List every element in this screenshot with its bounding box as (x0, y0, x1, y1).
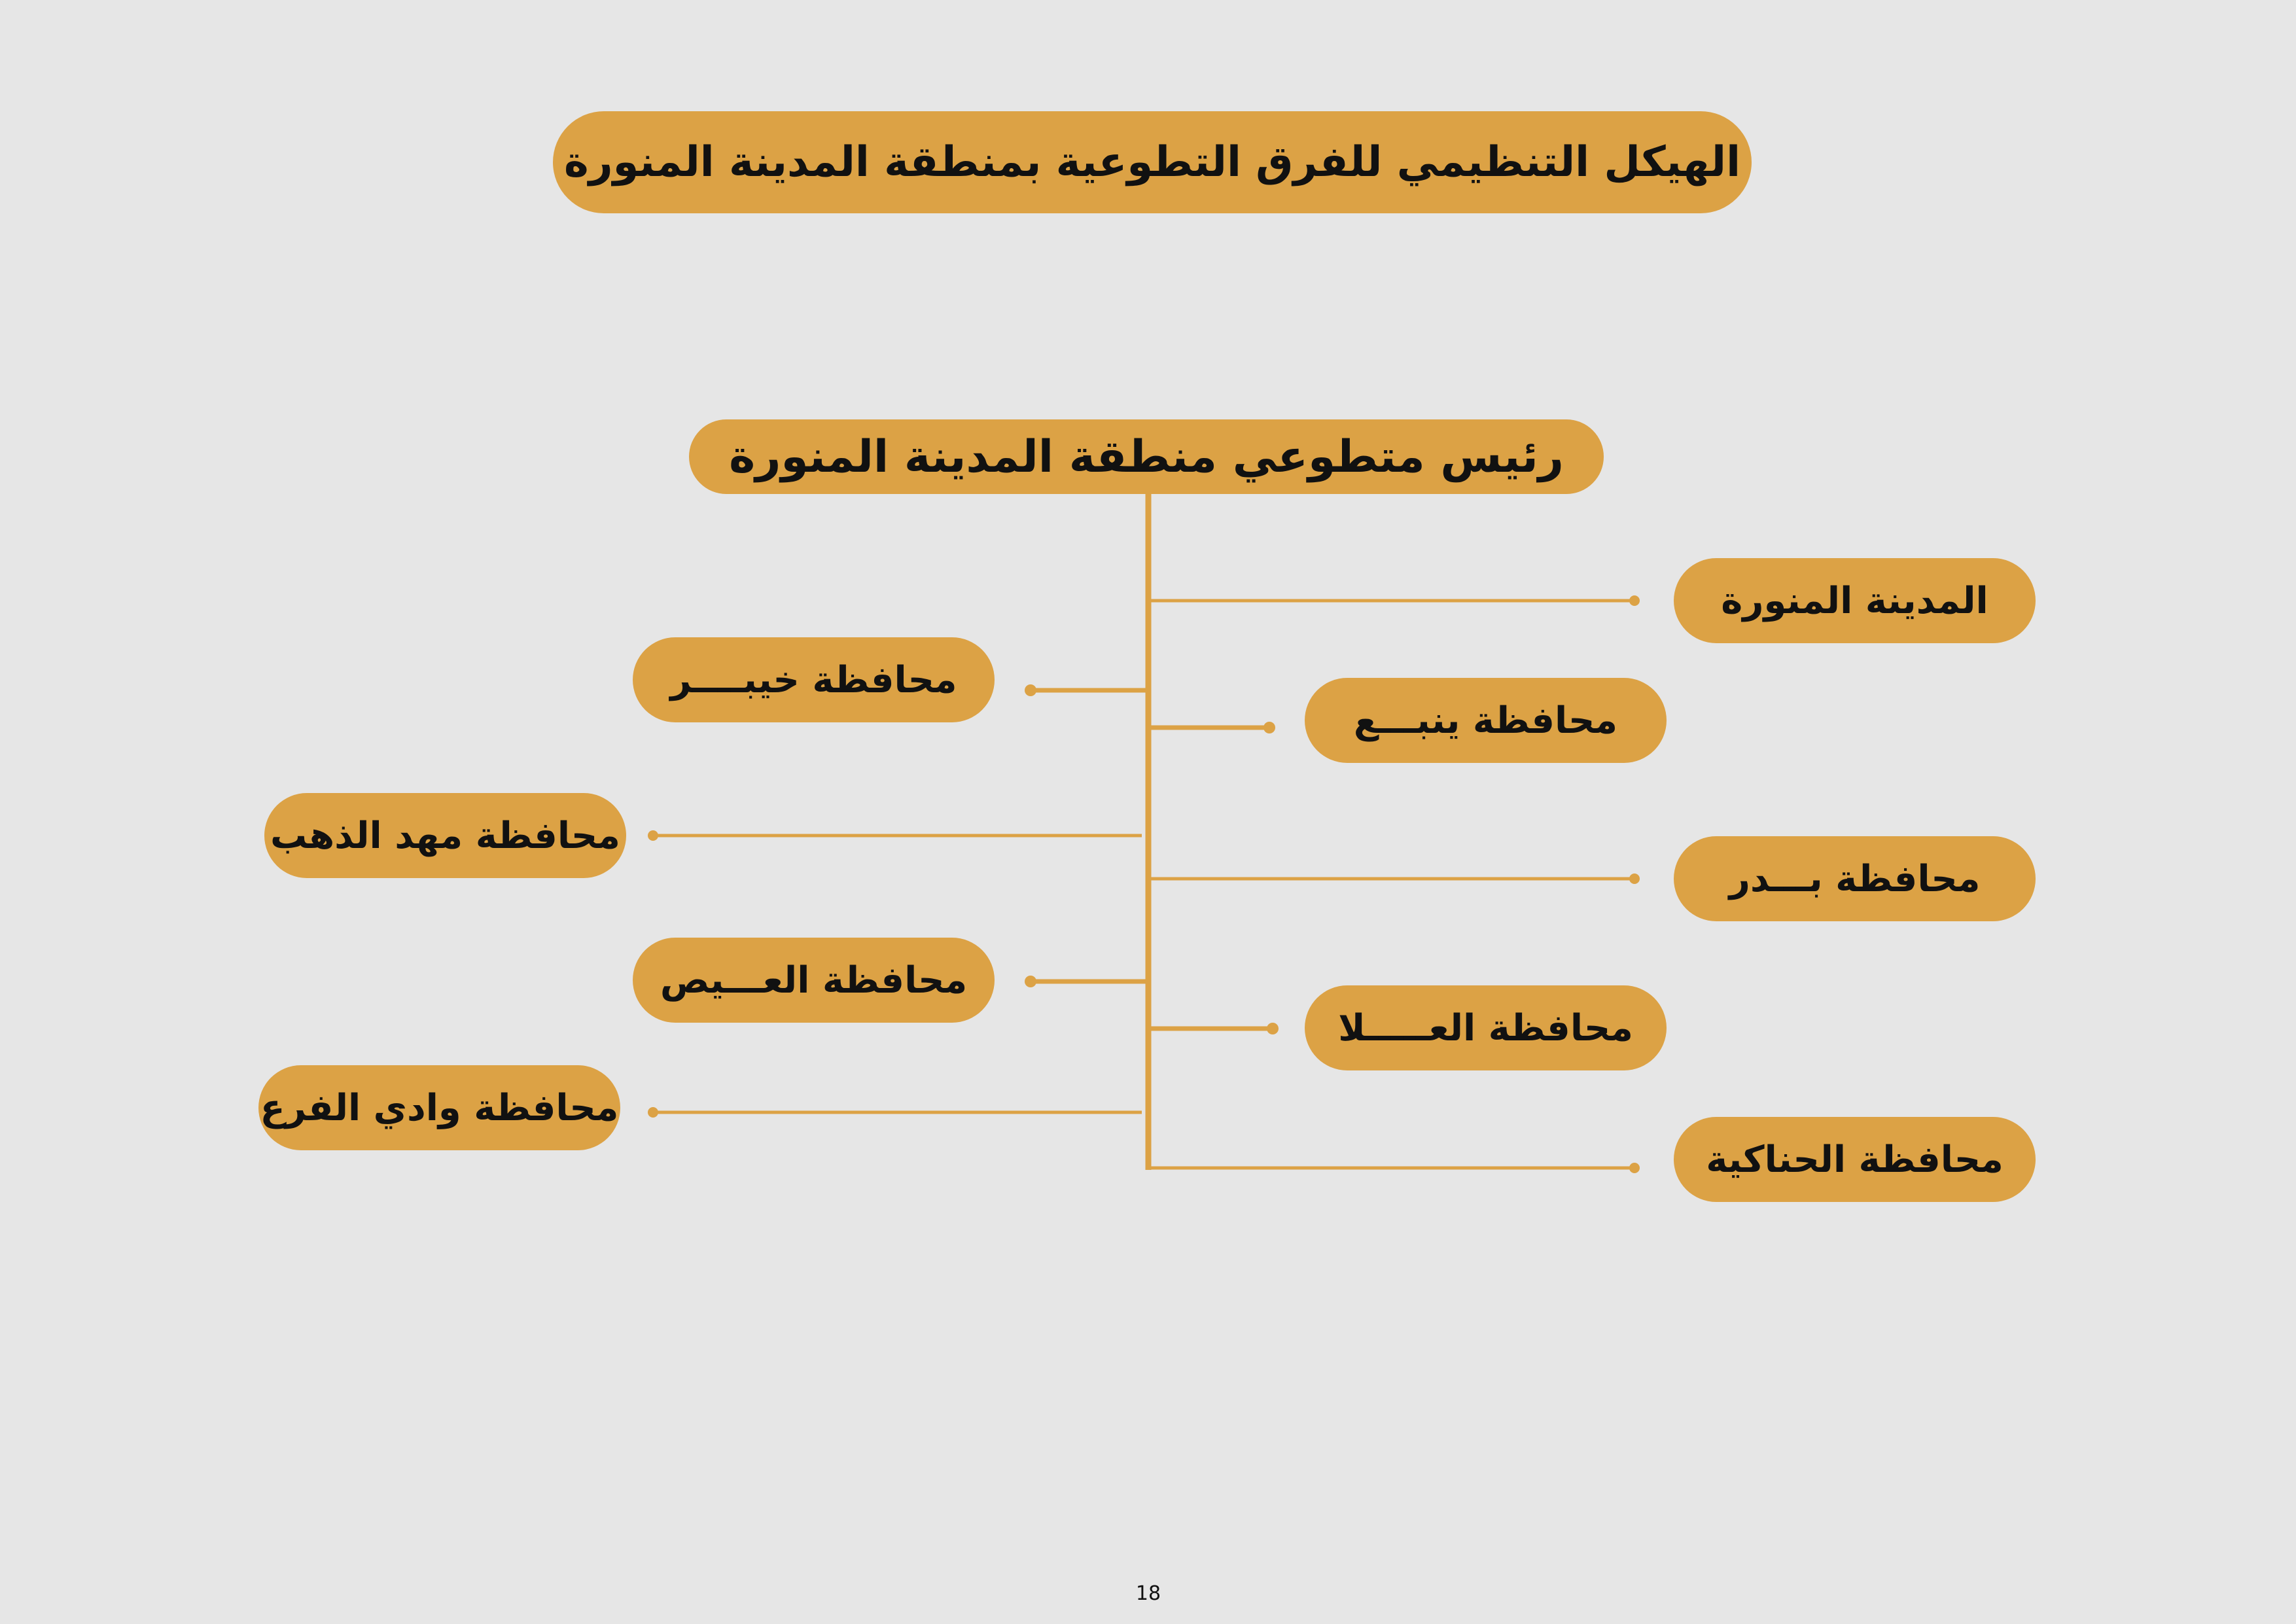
head-node: رئيس متطوعي منطقة المدينة المنورة (689, 419, 1604, 494)
connector-dot-khaybar (1025, 684, 1036, 696)
node-madinah: المدينة المنورة (1674, 558, 2036, 643)
page-number: 18 (1135, 1582, 1161, 1605)
connector-dot-madinah (1629, 595, 1640, 606)
connector-dot-ula (1267, 1023, 1279, 1034)
node-badr: محافظة بـــدر (1674, 836, 2036, 921)
connector-dot-ais (1025, 976, 1036, 987)
connector-dot-hanakiyah (1629, 1163, 1640, 1173)
connector-dot-badr (1629, 874, 1640, 884)
node-wadi-alfara: محافظة وادي الفرع (258, 1065, 620, 1150)
chart-title: الهيكل التنظيمي للفرق التطوعية بمنطقة المدينة المنورة (553, 111, 1752, 213)
connector-dot-mahd (648, 830, 658, 841)
node-ula: محافظة العـــــلا (1305, 985, 1667, 1070)
node-khaybar: محافظة خيبــــر (633, 637, 995, 722)
connector-dot-yanbu (1263, 722, 1275, 733)
node-hanakiyah: محافظة الحناكية (1674, 1117, 2036, 1202)
node-mahd: محافظة مهد الذهب (264, 793, 626, 878)
node-yanbu: محافظة ينبـــع (1305, 678, 1667, 763)
node-ais: محافظة العـــيص (633, 938, 995, 1023)
connector-dot-wadi (648, 1107, 658, 1118)
